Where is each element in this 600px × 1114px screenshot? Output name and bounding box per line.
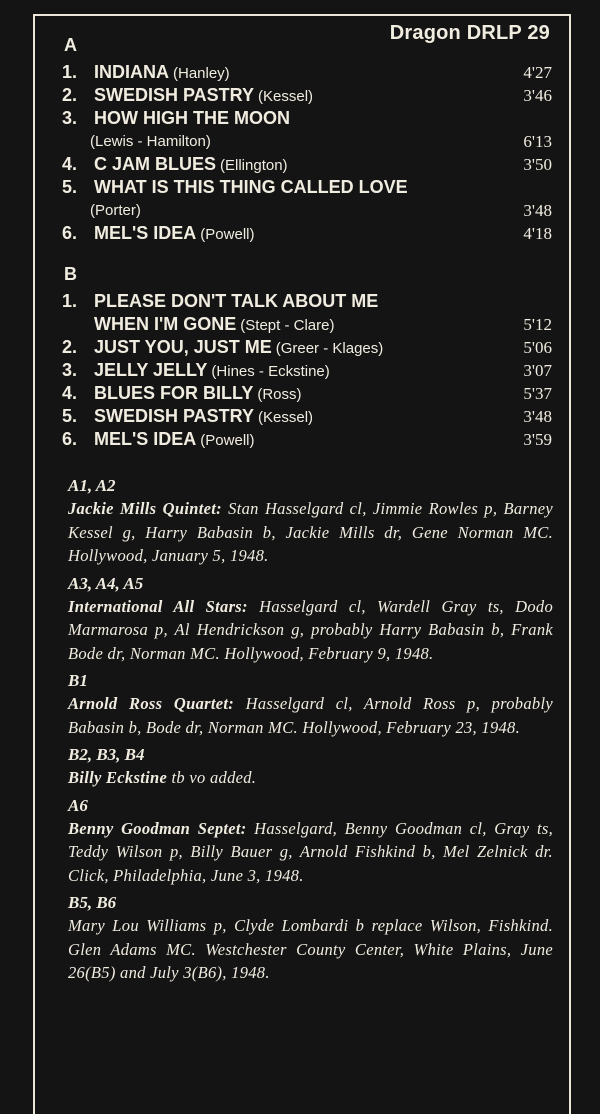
track-title: BLUES FOR BILLY xyxy=(94,383,254,403)
track-b6 xyxy=(62,428,552,451)
track-b1 xyxy=(62,290,552,336)
track-a5 xyxy=(62,176,552,222)
track-number: 1. xyxy=(62,291,78,311)
track-a6 xyxy=(62,222,552,245)
track-title-continuation: WHEN I'M GONE xyxy=(94,314,237,334)
track-duration: 3'48 xyxy=(523,201,552,220)
track-duration: 4'18 xyxy=(523,224,552,243)
side-a-tracklist xyxy=(62,61,552,245)
track-title: SWEDISH PASTRY xyxy=(94,406,255,426)
note-b2-b4 xyxy=(68,743,553,790)
track-title: SWEDISH PASTRY xyxy=(94,85,255,105)
track-composer: (Hanley) xyxy=(173,65,230,82)
track-a2 xyxy=(62,84,552,107)
personnel-text: Mary Lou Williams p, Clyde Lombardi b replace Wilson, Fishkind. Glen Adams MC. Westchester County Center, White Plains, June 26(B5) and July 3(B6), 1948. xyxy=(68,916,553,982)
personnel-text: tb vo added. xyxy=(171,768,257,787)
note-tracks: B1 xyxy=(68,671,88,690)
track-number: 2. xyxy=(62,337,78,357)
side-b-label: B xyxy=(64,264,77,284)
track-duration: 3'48 xyxy=(523,407,552,426)
track-composer: (Lewis - Hamilton) xyxy=(90,133,211,150)
track-duration: 5'12 xyxy=(523,315,552,334)
note-b1 xyxy=(68,669,553,739)
side-b-tracklist xyxy=(62,290,552,451)
track-title: MEL'S IDEA xyxy=(94,223,197,243)
band-name: Jackie Mills Quintet: xyxy=(68,499,222,518)
note-tracks: A3, A4, A5 xyxy=(68,573,144,593)
track-duration: 3'50 xyxy=(523,155,552,174)
catalog-number: Dragon DRLP 29 xyxy=(389,22,550,44)
track-a3 xyxy=(62,107,552,153)
track-title: WHAT IS THIS THING CALLED LOVE xyxy=(94,177,408,197)
track-duration: 4'27 xyxy=(523,63,552,82)
track-title: PLEASE DON'T TALK ABOUT ME xyxy=(94,291,379,311)
side-a-label: A xyxy=(64,35,77,55)
note-body xyxy=(68,817,553,888)
note-a3-a5 xyxy=(68,572,553,666)
track-composer: (Powell) xyxy=(200,226,255,243)
track-number: 2. xyxy=(62,85,78,105)
note-tracks: B5, B6 xyxy=(68,893,117,912)
note-body xyxy=(68,766,553,790)
note-body xyxy=(68,497,553,568)
track-a1 xyxy=(62,61,552,84)
track-b2 xyxy=(62,336,552,359)
track-composer: (Porter) xyxy=(90,202,141,219)
track-duration: 3'59 xyxy=(523,430,552,449)
track-duration: 6'13 xyxy=(523,132,552,151)
track-title: JUST YOU, JUST ME xyxy=(94,337,272,357)
track-title: JELLY JELLY xyxy=(94,360,208,380)
personnel-text: Hasselgard, Benny Goodman cl, Gray ts, Teddy Wilson p, Billy Bauer g, Arnold Fishkind b, Mel Zelnick dr. Click, Philadelphia, June 3, 1948. xyxy=(68,818,553,885)
track-composer: (Kessel) xyxy=(258,409,314,426)
track-number: 5. xyxy=(62,406,78,426)
track-title: C JAM BLUES xyxy=(94,154,217,174)
band-name: Benny Goodman Septet: xyxy=(68,818,247,838)
personnel-text: Stan Hasselgard cl, Jimmie Rowles p, Barney Kessel g, Harry Babasin b, Jackie Mills dr, Gene Norman MC. Hollywood, January 5, 1948. xyxy=(68,499,553,565)
personnel-text: Hasselgard cl, Wardell Gray ts, Dodo Marmarosa p, Al Hendrickson g, probably Harry Babasin b, Frank Bode dr, Norman MC. Hollywood, February 9, 1948. xyxy=(68,596,553,663)
band-name: Billy Eckstine xyxy=(68,768,168,787)
note-tracks: B2, B3, B4 xyxy=(68,745,145,764)
track-duration: 5'37 xyxy=(523,384,552,403)
track-composer: (Ross) xyxy=(257,386,302,403)
track-a4 xyxy=(62,153,552,176)
track-composer: (Hines - Eckstine) xyxy=(211,363,330,380)
track-duration: 3'07 xyxy=(523,361,552,380)
track-duration: 5'06 xyxy=(523,338,552,357)
note-tracks: A6 xyxy=(68,795,88,815)
track-composer: (Greer - Klages) xyxy=(275,340,384,357)
track-b3 xyxy=(62,359,552,382)
track-title: INDIANA xyxy=(94,62,169,82)
note-body xyxy=(68,692,553,739)
track-number: 4. xyxy=(62,154,78,174)
track-number: 3. xyxy=(62,108,78,128)
note-a1-a2 xyxy=(68,474,553,568)
track-b5 xyxy=(62,405,552,428)
track-title: MEL'S IDEA xyxy=(94,429,197,449)
track-number: 3. xyxy=(62,360,78,380)
track-number: 6. xyxy=(62,429,78,449)
track-composer: (Powell) xyxy=(200,432,255,449)
track-number: 6. xyxy=(62,223,78,243)
track-composer: (Ellington) xyxy=(220,157,288,174)
note-body xyxy=(68,914,553,985)
band-name: Arnold Ross Quartet: xyxy=(68,694,235,713)
track-number: 1. xyxy=(62,62,78,82)
track-b4 xyxy=(62,382,552,405)
note-a6 xyxy=(68,794,553,888)
note-tracks: A1, A2 xyxy=(68,476,116,495)
track-number: 4. xyxy=(62,383,78,403)
note-b5-b6 xyxy=(68,891,553,985)
personnel-notes xyxy=(68,474,553,989)
track-title: HOW HIGH THE MOON xyxy=(94,108,290,128)
band-name: International All Stars: xyxy=(68,596,248,616)
personnel-text: Hasselgard cl, Arnold Ross p, probably Babasin b, Bode dr, Norman MC. Hollywood, February 23, 1948. xyxy=(68,694,553,737)
track-composer: (Kessel) xyxy=(258,88,314,105)
note-body xyxy=(68,595,553,666)
track-composer: (Stept - Clare) xyxy=(240,317,335,334)
track-duration: 3'46 xyxy=(523,86,552,105)
track-number: 5. xyxy=(62,177,78,197)
